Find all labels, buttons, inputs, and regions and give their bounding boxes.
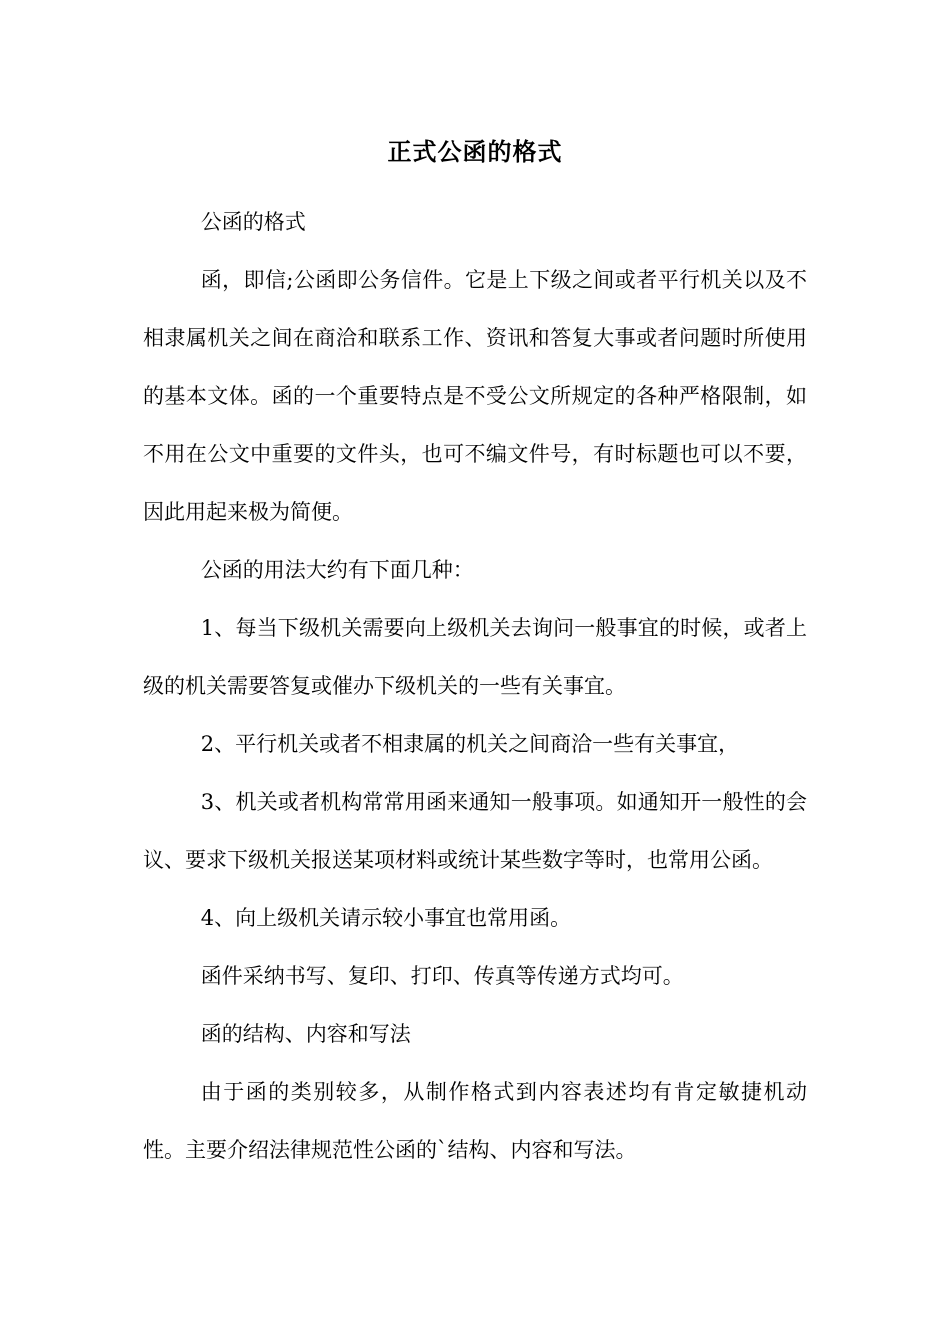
document-body (143, 193, 807, 1179)
paragraph-usage-intro: 公函的用法大约有下面几种： (200, 558, 474, 582)
paragraph-usage-4: 4、向上级机关请示较小事宜也常用函。 (200, 906, 572, 930)
paragraph-delivery: 函件采纳书写、复印、打印、传真等传递方式均可。 (200, 964, 684, 988)
paragraph-structure-intro: 由于函的类别较多，从制作格式到内容表述均有肯定敏捷机动性。主要介绍法律规范性公函的`结构、内容和写法。 (143, 1080, 807, 1162)
paragraph-heading-format: 公函的格式 (200, 210, 306, 234)
paragraph-usage-3: 3、机关或者机构常常用函来通知一般事项。如通知开一般性的会议、要求下级机关报送某项材料或统计某些数字等时，也常用公函。 (143, 790, 807, 872)
paragraph-usage-2: 2、平行机关或者不相隶属的机关之间商洽一些有关事宜， (200, 732, 740, 756)
paragraph-definition: 函，即信;公函即公务信件。它是上下级之间或者平行机关以及不相隶属机关之间在商洽和联系工作、资讯和答复大事或者问题时所使用的基本文体。函的一个重要特点是不受公文所规定的各种严格限制，如不用在公文中重要的文件头，也可不编文件号，有时标题也可以不要，因此用起来极为简便。 (143, 268, 807, 524)
paragraph-heading-structure: 函的结构、内容和写法 (200, 1022, 411, 1046)
document-title: 正式公函的格式 (387, 138, 563, 166)
paragraph-usage-1: 1、每当下级机关需要向上级机关去询问一般事宜的时候，或者上级的机关需要答复或催办下级机关的一些有关事宜。 (143, 616, 807, 698)
